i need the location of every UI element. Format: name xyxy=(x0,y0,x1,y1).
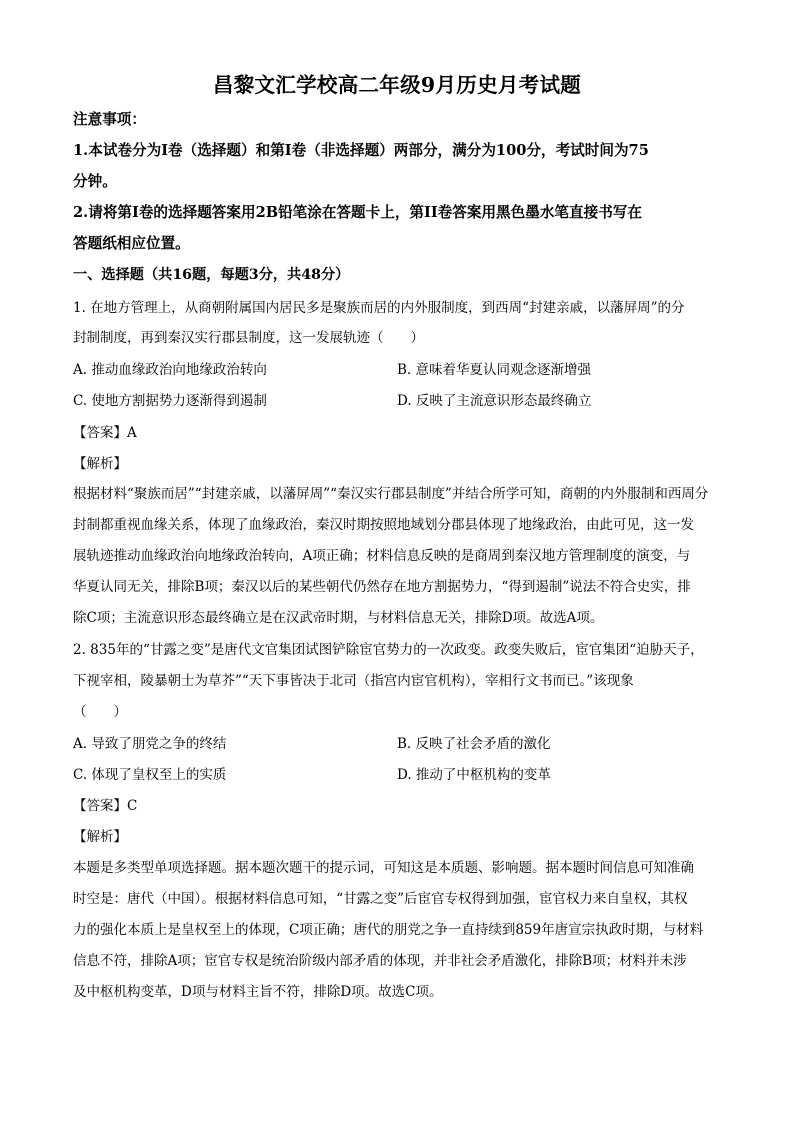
question-1-stem-line-2: 封制制度，再到秦汉实行郡县制度，这一发展轨迹（ ） xyxy=(73,330,424,346)
question-2-analysis-line-2: 时空是：唐代（中国）。根据材料信息可知，“甘露之变”后宦官专权得到加强，宦官权力来自皇权，其权 xyxy=(73,891,688,907)
question-1-analysis-label: 【解析】 xyxy=(73,456,127,472)
question-2-option-a: A. 导致了朋党之争的终结 xyxy=(73,736,227,752)
question-2-analysis-label: 【解析】 xyxy=(73,829,127,845)
question-1-answer: 【答案】A xyxy=(73,425,137,441)
question-1-analysis-line-4: 华夏认同无关，排除B项；秦汉以后的某些朝代仍然存在地方割据势力，“得到遏制”说法不符合史实，排 xyxy=(73,579,691,595)
question-2-answer: 【答案】C xyxy=(73,798,138,814)
question-1-stem-line-1: 1. 在地方管理上，从商朝附属国内居民多是聚族而居的内外服制度，到西周“封建亲戚，以藩屏周”的分 xyxy=(73,300,685,316)
question-1-option-d: D. 反映了主流意识形态最终确立 xyxy=(397,393,592,409)
question-1-option-a: A. 推动血缘政治向地缘政治转向 xyxy=(73,362,267,378)
question-2-option-b: B. 反映了社会矛盾的激化 xyxy=(397,736,551,752)
question-1-analysis-line-3: 展轨迹推动血缘政治向地缘政治转向，A项正确；材料信息反映的是商周到秦汉地方管理制度的演变，与 xyxy=(73,548,691,564)
question-1-analysis-line-1: 根据材料“聚族而居”“封建亲戚，以藩屏周”“秦汉实行郡县制度”并结合所学可知，商朝的内外服制和西周分 xyxy=(73,486,709,502)
notice-item-2-line-1: 2.请将第Ⅰ卷的选择题答案用2B铅笔涂在答题卡上，第II卷答案用黑色墨水笔直接书写在 xyxy=(73,204,642,221)
question-2-stem-line-3: （ ） xyxy=(73,704,127,720)
question-1-analysis-line-5: 除C项；主流意识形态最终确立是在汉武帝时期，与材料信息无关，排除D项。故选A项。 xyxy=(73,610,604,626)
question-2-stem-line-2: 下视宰相，陵暴朝士为草芥”“天下事皆决于北司（指宫内宦官机构），宰相行文书而已。”该现象 xyxy=(73,673,634,689)
question-1-option-c: C. 使地方割据势力逐渐得到遏制 xyxy=(73,393,267,409)
question-2-option-d: D. 推动了中枢机构的变革 xyxy=(397,767,551,783)
question-2-stem-line-1: 2. 835年的“甘露之变”是唐代文官集团试图铲除宦官势力的一次政变。政变失败后，宦官集团“迫胁天子， xyxy=(73,642,704,658)
question-1-option-b: B. 意味着华夏认同观念逐渐增强 xyxy=(397,362,592,378)
page-title: 昌黎文汇学校高二年级9月历史月考试题 xyxy=(212,73,582,97)
notice-item-2-line-2: 答题纸相应位置。 xyxy=(73,235,190,252)
question-1-analysis-line-2: 封制都重视血缘关系，体现了血缘政治，秦汉时期按照地域划分郡县体现了地缘政治，由此可见，这一发 xyxy=(73,517,694,533)
notice-item-1-line-2: 分钟。 xyxy=(73,173,117,190)
question-2-option-c: C. 体现了皇权至上的实质 xyxy=(73,767,227,783)
question-2-analysis-line-4: 信息不符，排除A项；宦官专权是统治阶级内部矛盾的体现，并非社会矛盾激化，排除B项；材料并未涉 xyxy=(73,953,687,969)
question-2-analysis-line-3: 力的强化本质上是皇权至上的体现，C项正确；唐代的朋党之争一直持续到859年唐宣宗执政时期，与材料 xyxy=(73,922,704,938)
question-2-analysis-line-1: 本题是多类型单项选择题。据本题次题干的提示词，可知这是本质题、影响题。据本题时间信息可知准确 xyxy=(73,860,694,876)
notice-item-1-line-1: 1.本试卷分为Ⅰ卷（选择题）和第Ⅰ卷（非选择题）两部分，满分为100分，考试时间为75 xyxy=(73,142,649,159)
section-heading: 一、选择题（共16题，每题3分，共48分） xyxy=(73,267,350,283)
question-2-analysis-line-5: 及中枢机构变革，D项与材料主旨不符，排除D项。故选C项。 xyxy=(73,984,443,1000)
notice-heading: 注意事项： xyxy=(73,111,146,128)
